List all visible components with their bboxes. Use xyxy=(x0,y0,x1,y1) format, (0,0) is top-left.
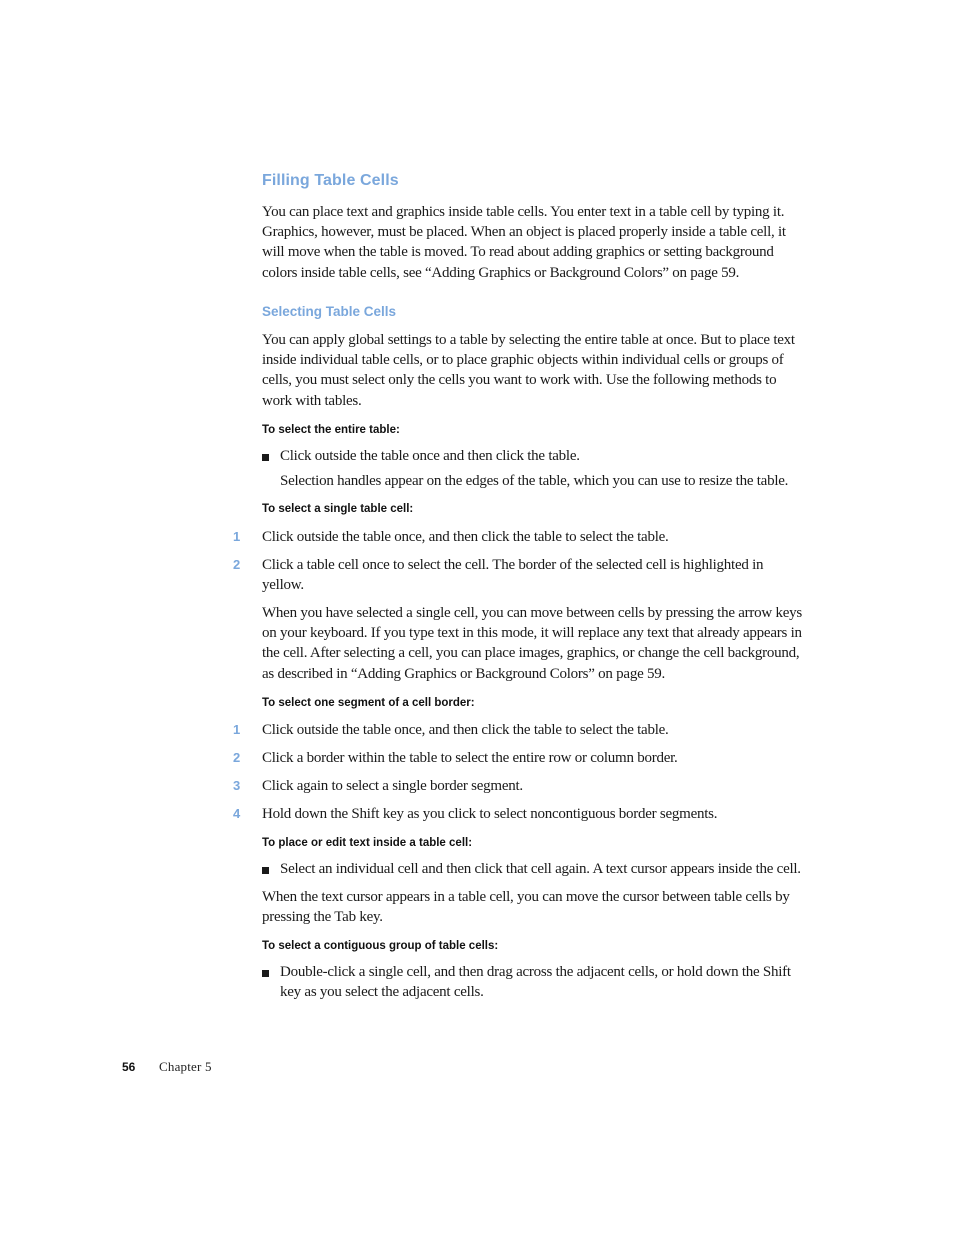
step-number: 4 xyxy=(233,806,241,821)
step-text: Click a table cell once to select the cell. The border of the selected cell is highlighted in yellow. xyxy=(262,557,764,594)
bullet-item: Click outside the table once and then click the table. xyxy=(280,448,580,464)
bullet-square-icon xyxy=(262,454,269,461)
step-text: Click again to select a single border segment. xyxy=(262,778,523,794)
step-text: Hold down the Shift key as you click to select noncontiguous border segments. xyxy=(262,806,718,822)
task-title-entire-table: To select the entire table: xyxy=(262,424,400,436)
bullet-square-icon xyxy=(262,970,269,977)
chapter-label: Chapter 5 xyxy=(159,1059,212,1074)
bullet-note: Selection handles appear on the edges of the table, which you can use to resize the table. xyxy=(280,473,789,489)
step-number: 3 xyxy=(233,778,241,793)
step-number: 1 xyxy=(233,529,241,544)
bullet-item: Select an individual cell and then click that cell again. A text cursor appears inside the cell. xyxy=(280,861,801,877)
task-title-border-segment: To select one segment of a cell border: xyxy=(262,697,475,709)
step-number: 2 xyxy=(233,557,241,572)
step-text: Click outside the table once, and then click the table to select the table. xyxy=(262,722,669,738)
edit-text-note: When the text cursor appears in a table cell, you can move the cursor between table cells by pressing the Tab key. xyxy=(262,889,790,926)
section-heading: Filling Table Cells xyxy=(262,172,399,189)
task-title-single-cell: To select a single table cell: xyxy=(262,503,414,515)
step-note: When you have selected a single cell, you can move between cells by pressing the arrow keys on your keyboard. If you type text in this mode, it will replace any text that already appears in the cell. After selecting a cell, you can place images, graphics, or change the cell background, as described in “Adding Graphics or Background Colors” on page 59. xyxy=(262,605,802,682)
task-title-edit-text: To place or edit text inside a table cell: xyxy=(262,837,473,849)
step-text: Click a border within the table to select the entire row or column border. xyxy=(262,750,678,766)
bullet-square-icon xyxy=(262,867,269,874)
step-number: 1 xyxy=(233,722,241,737)
page-number: 56 xyxy=(122,1060,136,1074)
bullet-item: Double-click a single cell, and then drag across the adjacent cells, or hold down the Shift key as you select the adjacent cells. xyxy=(280,964,791,1001)
task-title-contiguous: To select a contiguous group of table cells: xyxy=(262,940,499,952)
subsection-intro-paragraph: You can apply global settings to a table by selecting the entire table at once. But to place text inside individual table cells, or to place graphic objects within individual cells or groups of cells, you must select only the cells you want to work with. Use the following methods to work with tables. xyxy=(262,332,795,409)
step-number: 2 xyxy=(233,750,241,765)
subsection-heading: Selecting Table Cells xyxy=(262,304,397,319)
step-text: Click outside the table once, and then click the table to select the table. xyxy=(262,529,669,545)
intro-paragraph: You can place text and graphics inside table cells. You enter text in a table cell by typing it. Graphics, however, must be placed. When an object is placed properly inside a table cell, it will move when the table is moved. To read about adding graphics or setting background colors inside table cells, see “Adding Graphics or Background Colors” on page 59. xyxy=(262,204,786,281)
